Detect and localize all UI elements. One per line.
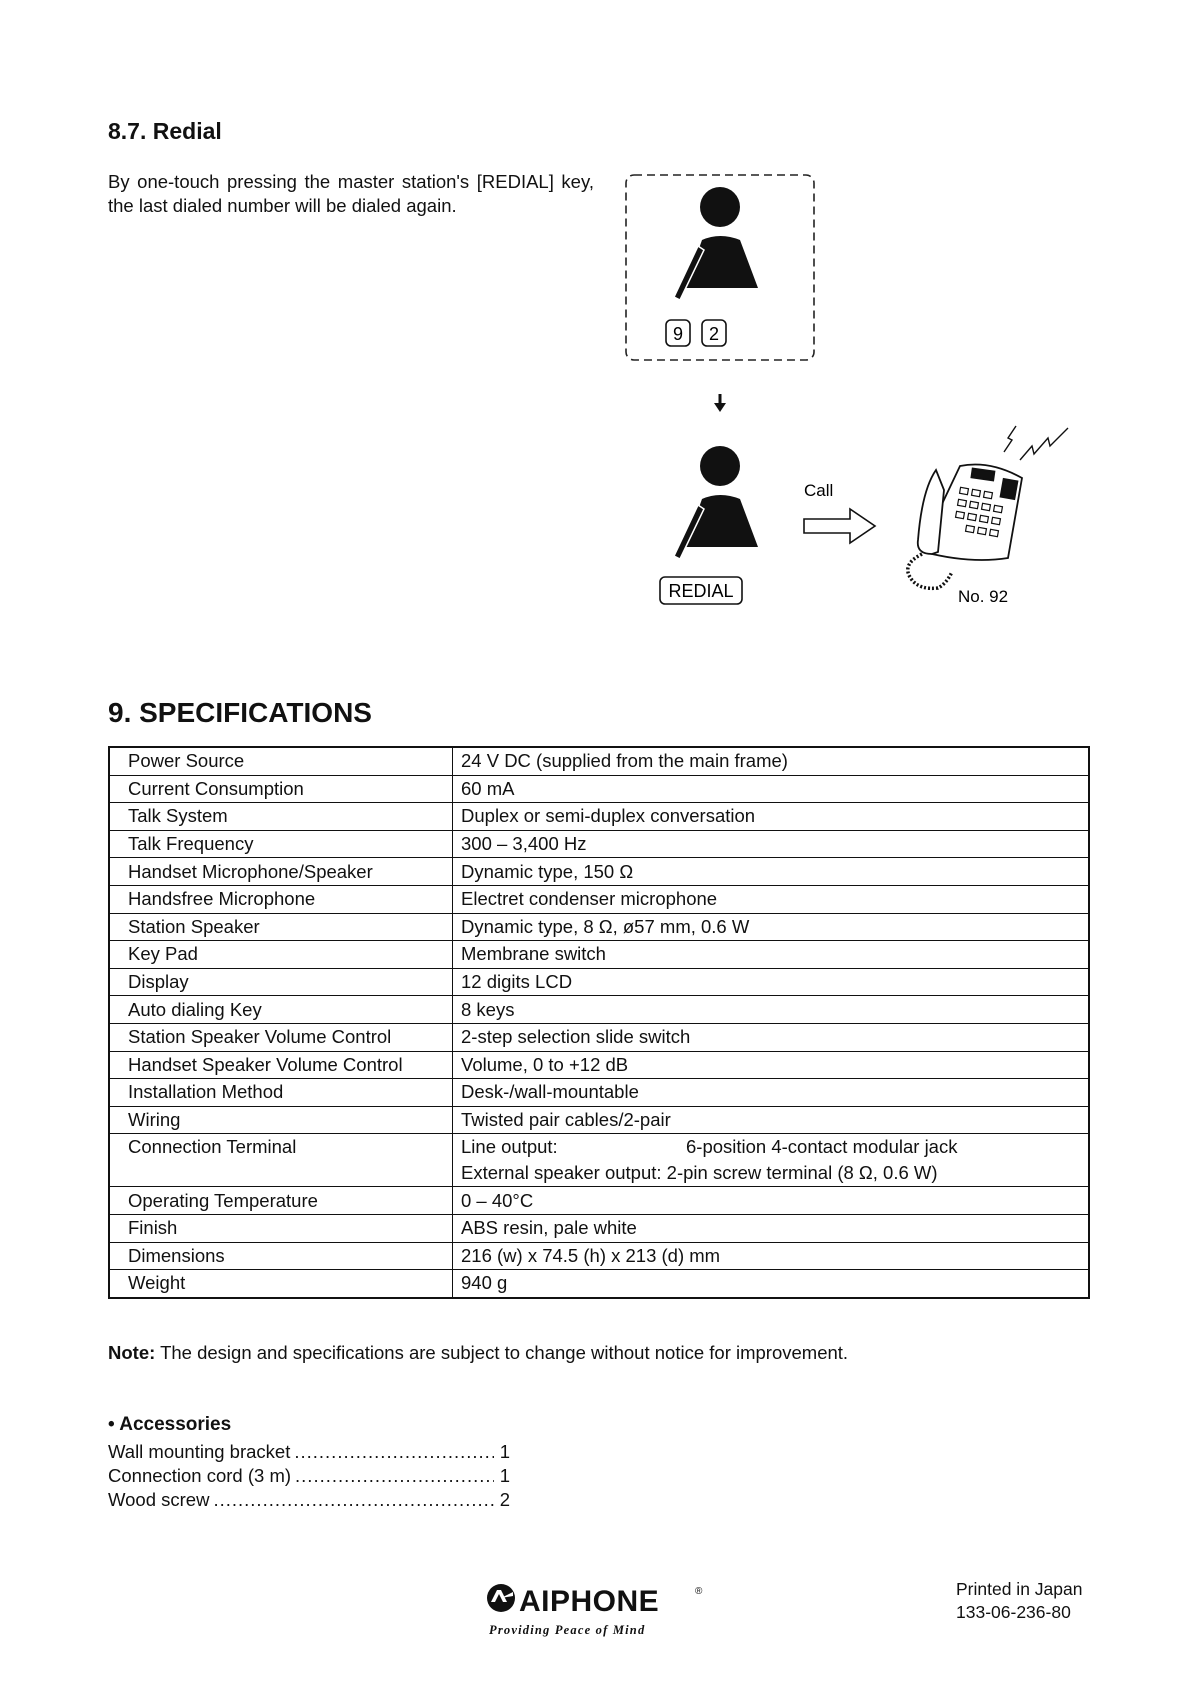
dot-leader bbox=[213, 1489, 494, 1511]
spec-row bbox=[109, 1051, 1089, 1079]
spec-label: Operating Temperature bbox=[109, 1187, 453, 1215]
line-output-value: 6-position 4-contact modular jack bbox=[686, 1136, 958, 1158]
spec-value: 2-step selection slide switch bbox=[453, 1023, 1090, 1051]
spec-row bbox=[109, 1023, 1089, 1051]
printed-in: Printed in Japan bbox=[956, 1579, 1083, 1599]
spec-row bbox=[109, 1270, 1089, 1298]
accessories-title: • Accessories bbox=[108, 1414, 232, 1435]
svg-text:9: 9 bbox=[672, 324, 684, 344]
external-speaker-output: External speaker output: 2-pin screw terminal (8 Ω, 0.6 W) bbox=[461, 1162, 938, 1184]
spec-row bbox=[109, 775, 1089, 803]
spec-label: Display bbox=[109, 968, 453, 996]
number-label: No. 92 bbox=[958, 587, 1009, 606]
svg-text:REDIAL: REDIAL bbox=[668, 581, 734, 601]
spec-label: Dimensions bbox=[109, 1242, 453, 1270]
note-text: The design and specifications are subject to change without notice for improvement. bbox=[155, 1342, 849, 1363]
accessory-qty: 1 bbox=[499, 1465, 510, 1486]
spec-label: Handset Microphone/Speaker bbox=[109, 858, 453, 886]
spec-value: Membrane switch bbox=[453, 941, 1090, 969]
spec-label: Handsfree Microphone bbox=[109, 885, 453, 913]
spec-row bbox=[109, 913, 1089, 941]
aiphone-mark-icon bbox=[487, 1584, 515, 1612]
redial-description: By one-touch pressing the master station's [REDIAL] key, the last dialed number will be dialed again. bbox=[108, 171, 594, 216]
spec-label: Connection Terminal bbox=[109, 1134, 453, 1187]
spec-row bbox=[109, 1187, 1089, 1215]
note bbox=[108, 1342, 848, 1364]
spec-label: Handset Speaker Volume Control bbox=[109, 1051, 453, 1079]
section-title-redial: 8.7. Redial bbox=[108, 118, 222, 144]
accessory-name: Connection cord (3 m) bbox=[108, 1465, 292, 1486]
redial-key bbox=[660, 577, 742, 604]
spec-value: Twisted pair cables/2-pair bbox=[453, 1106, 1090, 1134]
spec-row bbox=[109, 1106, 1089, 1134]
spec-value: 216 (w) x 74.5 (h) x 213 (d) mm bbox=[453, 1242, 1090, 1270]
spec-label: Power Source bbox=[109, 747, 453, 775]
down-arrow-icon bbox=[714, 394, 726, 412]
spec-row bbox=[109, 830, 1089, 858]
spec-label: Wiring bbox=[109, 1106, 453, 1134]
call-label: Call bbox=[804, 481, 834, 500]
document-code: 133-06-236-80 bbox=[956, 1602, 1071, 1622]
person-icon bbox=[674, 187, 758, 300]
spec-value: Dynamic type, 8 Ω, ø57 mm, 0.6 W bbox=[453, 913, 1090, 941]
spec-value: 940 g bbox=[453, 1270, 1090, 1298]
spec-label: Station Speaker Volume Control bbox=[109, 1023, 453, 1051]
spec-value: 0 – 40°C bbox=[453, 1187, 1090, 1215]
spec-row bbox=[109, 747, 1089, 775]
spec-label: Current Consumption bbox=[109, 775, 453, 803]
spec-value: Duplex or semi-duplex conversation bbox=[453, 803, 1090, 831]
person-icon bbox=[674, 446, 758, 559]
accessory-name: Wall mounting bracket bbox=[108, 1441, 291, 1462]
svg-text:®: ® bbox=[695, 1586, 703, 1597]
spec-row bbox=[109, 885, 1089, 913]
spec-label: Talk System bbox=[109, 803, 453, 831]
key-2 bbox=[702, 320, 726, 346]
accessory-name: Wood screw bbox=[108, 1489, 210, 1510]
spec-row bbox=[109, 941, 1089, 969]
spec-value: 24 V DC (supplied from the main frame) bbox=[453, 747, 1090, 775]
spec-value: Electret condenser microphone bbox=[453, 885, 1090, 913]
spec-value: 300 – 3,400 Hz bbox=[453, 830, 1090, 858]
key-9 bbox=[666, 320, 690, 346]
spec-row bbox=[109, 968, 1089, 996]
spec-label: Weight bbox=[109, 1270, 453, 1298]
spec-value: Volume, 0 to +12 dB bbox=[453, 1051, 1090, 1079]
spec-row bbox=[109, 858, 1089, 886]
line-output-label: Line output: bbox=[461, 1136, 558, 1158]
redial-diagram bbox=[600, 160, 1120, 620]
accessory-item bbox=[108, 1489, 510, 1511]
spec-label: Talk Frequency bbox=[109, 830, 453, 858]
spec-label: Auto dialing Key bbox=[109, 996, 453, 1024]
section-title-specifications: 9. SPECIFICATIONS bbox=[108, 697, 372, 728]
spec-value: Desk-/wall-mountable bbox=[453, 1079, 1090, 1107]
accessory-item bbox=[108, 1441, 510, 1463]
aiphone-logo bbox=[485, 1580, 725, 1640]
spec-value: 60 mA bbox=[453, 775, 1090, 803]
accessory-qty: 2 bbox=[499, 1489, 510, 1510]
spec-value: ABS resin, pale white bbox=[453, 1214, 1090, 1242]
spec-label: Installation Method bbox=[109, 1079, 453, 1107]
spec-row bbox=[109, 1214, 1089, 1242]
spec-label: Finish bbox=[109, 1214, 453, 1242]
spec-label: Key Pad bbox=[109, 941, 453, 969]
svg-text:AIPHONE: AIPHONE bbox=[519, 1585, 660, 1618]
spec-value: 12 digits LCD bbox=[453, 968, 1090, 996]
note-prefix: Note: bbox=[108, 1342, 156, 1363]
right-arrow-icon bbox=[804, 509, 875, 543]
accessory-qty: 1 bbox=[499, 1441, 510, 1462]
spec-label: Station Speaker bbox=[109, 913, 453, 941]
accessory-item bbox=[108, 1465, 510, 1487]
spec-row-connection bbox=[109, 1134, 1089, 1187]
telephone-icon bbox=[908, 426, 1068, 588]
dot-leader bbox=[295, 1465, 494, 1487]
spec-value bbox=[453, 1134, 1090, 1187]
spec-value: Dynamic type, 150 Ω bbox=[453, 858, 1090, 886]
spec-row bbox=[109, 803, 1089, 831]
spec-row bbox=[109, 1079, 1089, 1107]
svg-text:Providing Peace of Mind: Providing Peace of Mind bbox=[489, 1623, 646, 1637]
print-info bbox=[956, 1578, 1082, 1624]
spec-row bbox=[109, 996, 1089, 1024]
spec-value: 8 keys bbox=[453, 996, 1090, 1024]
dot-leader bbox=[294, 1441, 494, 1463]
spec-row bbox=[109, 1242, 1089, 1270]
svg-text:2: 2 bbox=[708, 324, 720, 344]
specifications-table bbox=[108, 746, 1090, 1299]
